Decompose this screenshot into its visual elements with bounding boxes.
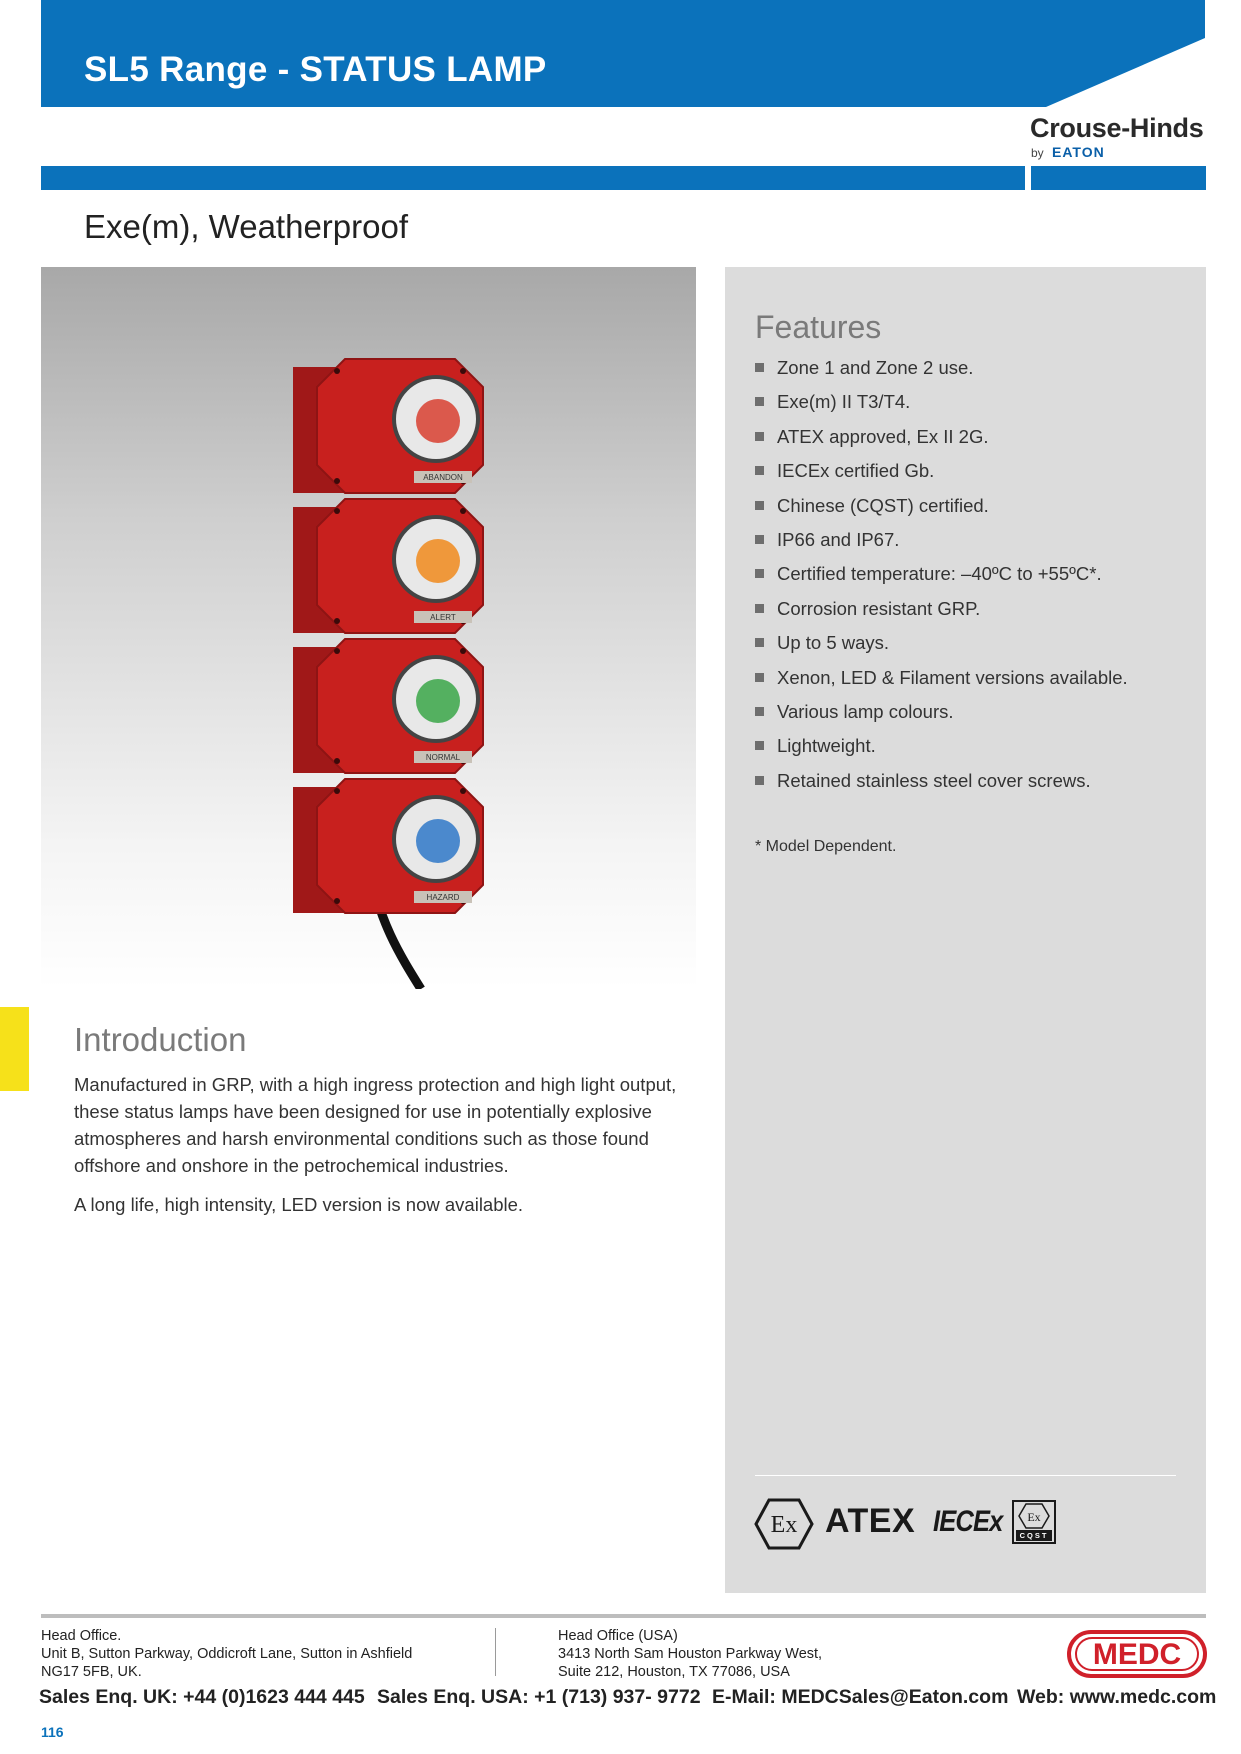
footer-rule bbox=[41, 1614, 1206, 1618]
web-link[interactable]: Web: www.medc.com bbox=[1017, 1686, 1217, 1708]
feature-text: IP66 and IP67. bbox=[777, 529, 900, 550]
feature-text: Up to 5 ways. bbox=[777, 632, 890, 654]
lamp-bulb bbox=[416, 679, 460, 723]
square-bullet-icon bbox=[755, 397, 764, 406]
ex-logo-text: Ex bbox=[770, 1512, 798, 1538]
lamp-label: HAZARD bbox=[426, 893, 460, 902]
brand-by-text: by bbox=[1031, 146, 1044, 160]
lamp-bulb bbox=[416, 539, 460, 583]
square-bullet-icon bbox=[755, 776, 764, 785]
feature-item bbox=[755, 495, 989, 517]
feature-item bbox=[755, 632, 889, 654]
feature-text: Various lamp colours. bbox=[777, 701, 954, 722]
square-bullet-icon bbox=[755, 741, 764, 750]
square-bullet-icon bbox=[755, 673, 764, 682]
uk-office-line: Head Office. bbox=[41, 1628, 122, 1644]
email-link[interactable]: E-Mail: MEDCSales@Eaton.com bbox=[712, 1686, 1009, 1708]
feature-item bbox=[755, 460, 934, 482]
header-strip-right bbox=[1031, 166, 1206, 190]
introduction-heading: Introduction bbox=[74, 1021, 247, 1058]
square-bullet-icon bbox=[755, 638, 764, 647]
product-subtitle: Exe(m), Weatherproof bbox=[84, 208, 409, 245]
feature-item bbox=[755, 426, 988, 448]
feature-text: Xenon, LED & Filament versions available. bbox=[777, 666, 1128, 688]
status-lamp-image bbox=[41, 267, 696, 989]
sales-uk: Sales Enq. UK: +44 (0)1623 444 445 bbox=[39, 1686, 365, 1708]
lamp-module bbox=[293, 499, 483, 633]
intro-paragraph-line: atmospheres and harsh environmental conditions such as those found bbox=[74, 1128, 649, 1149]
sales-usa: Sales Enq. USA: +1 (713) 937- 9772 bbox=[377, 1686, 701, 1708]
feature-text: IECEx certified Gb. bbox=[777, 460, 935, 482]
usa-office-line: Head Office (USA) bbox=[558, 1628, 678, 1644]
feature-text: Lightweight. bbox=[777, 735, 876, 757]
features-heading: Features bbox=[755, 309, 882, 345]
square-bullet-icon bbox=[755, 432, 764, 441]
square-bullet-icon bbox=[755, 604, 764, 613]
intro-paragraph-2: A long life, high intensity, LED version is now available. bbox=[74, 1194, 524, 1215]
square-bullet-icon bbox=[755, 535, 764, 544]
eaton-logo: EATON bbox=[1052, 144, 1105, 160]
feature-text: Chinese (CQST) certified. bbox=[777, 494, 989, 516]
feature-text: Certified temperature: –40ºC to +55ºC*. bbox=[777, 563, 1102, 585]
feature-text: Corrosion resistant GRP. bbox=[777, 597, 981, 619]
uk-office-line: Unit B, Sutton Parkway, Oddicroft Lane, Sutton in Ashfield bbox=[41, 1646, 413, 1662]
medc-logo bbox=[1067, 1629, 1207, 1679]
feature-text: Retained stainless steel cover screws. bbox=[777, 769, 1091, 791]
uk-office-line: NG17 5FB, UK. bbox=[41, 1664, 142, 1680]
lamp-module bbox=[293, 359, 483, 493]
square-bullet-icon bbox=[755, 466, 764, 475]
feature-item bbox=[755, 667, 1128, 689]
intro-paragraph-line: Manufactured in GRP, with a high ingress protection and high light output, bbox=[74, 1074, 677, 1095]
cqst-logo-text: CQST bbox=[1019, 1531, 1049, 1540]
header-strip-left bbox=[41, 166, 1025, 190]
lamp-bulb bbox=[416, 399, 460, 443]
page-title: SL5 Range - STATUS LAMP bbox=[84, 50, 547, 89]
feature-item bbox=[755, 563, 1102, 585]
feature-item bbox=[755, 357, 973, 379]
feature-item bbox=[755, 770, 1091, 792]
svg-text:Ex: Ex bbox=[1027, 1510, 1041, 1524]
square-bullet-icon bbox=[755, 569, 764, 578]
lamp-bulb bbox=[416, 819, 460, 863]
crouse-hinds-logo: Crouse-Hinds bbox=[1030, 113, 1204, 143]
intro-paragraph-line: offshore and onshore in the petrochemical industries. bbox=[74, 1155, 509, 1176]
feature-item bbox=[755, 735, 876, 757]
feature-text: Exe(m) II T3/T4. bbox=[777, 391, 911, 413]
product-image-panel bbox=[41, 267, 696, 989]
lamp-module bbox=[293, 779, 483, 913]
section-tab-marker bbox=[0, 1007, 29, 1091]
square-bullet-icon bbox=[755, 707, 764, 716]
medc-logo-text: MEDC bbox=[1092, 1638, 1182, 1671]
feature-item bbox=[755, 598, 980, 620]
feature-text: Zone 1 and Zone 2 use. bbox=[777, 357, 974, 378]
page-number: 116 bbox=[41, 1724, 64, 1740]
cqst-logo bbox=[1012, 1500, 1056, 1544]
lamp-label: NORMAL bbox=[425, 753, 461, 762]
lamp-label: ABANDON bbox=[423, 473, 463, 482]
square-bullet-icon bbox=[755, 363, 764, 372]
intro-paragraph-line: these status lamps have been designed for use in potentially explosive bbox=[74, 1101, 652, 1122]
iecex-logo: IECEx bbox=[933, 1505, 1003, 1538]
ex-hexagon-logo bbox=[754, 1498, 814, 1550]
square-bullet-icon bbox=[755, 501, 764, 510]
features-divider bbox=[755, 1475, 1176, 1476]
feature-item bbox=[755, 529, 899, 551]
footer-divider bbox=[495, 1628, 496, 1676]
feature-item bbox=[755, 391, 910, 413]
usa-office-line: 3413 North Sam Houston Parkway West, bbox=[558, 1646, 823, 1662]
model-note: * Model Dependent. bbox=[755, 838, 897, 855]
lamp-label: ALERT bbox=[430, 613, 456, 622]
usa-office-line: Suite 212, Houston, TX 77086, USA bbox=[558, 1664, 790, 1680]
atex-logo: ATEX bbox=[825, 1502, 916, 1540]
feature-item bbox=[755, 701, 954, 723]
feature-text: ATEX approved, Ex II 2G. bbox=[777, 425, 989, 447]
lamp-module bbox=[293, 639, 483, 773]
